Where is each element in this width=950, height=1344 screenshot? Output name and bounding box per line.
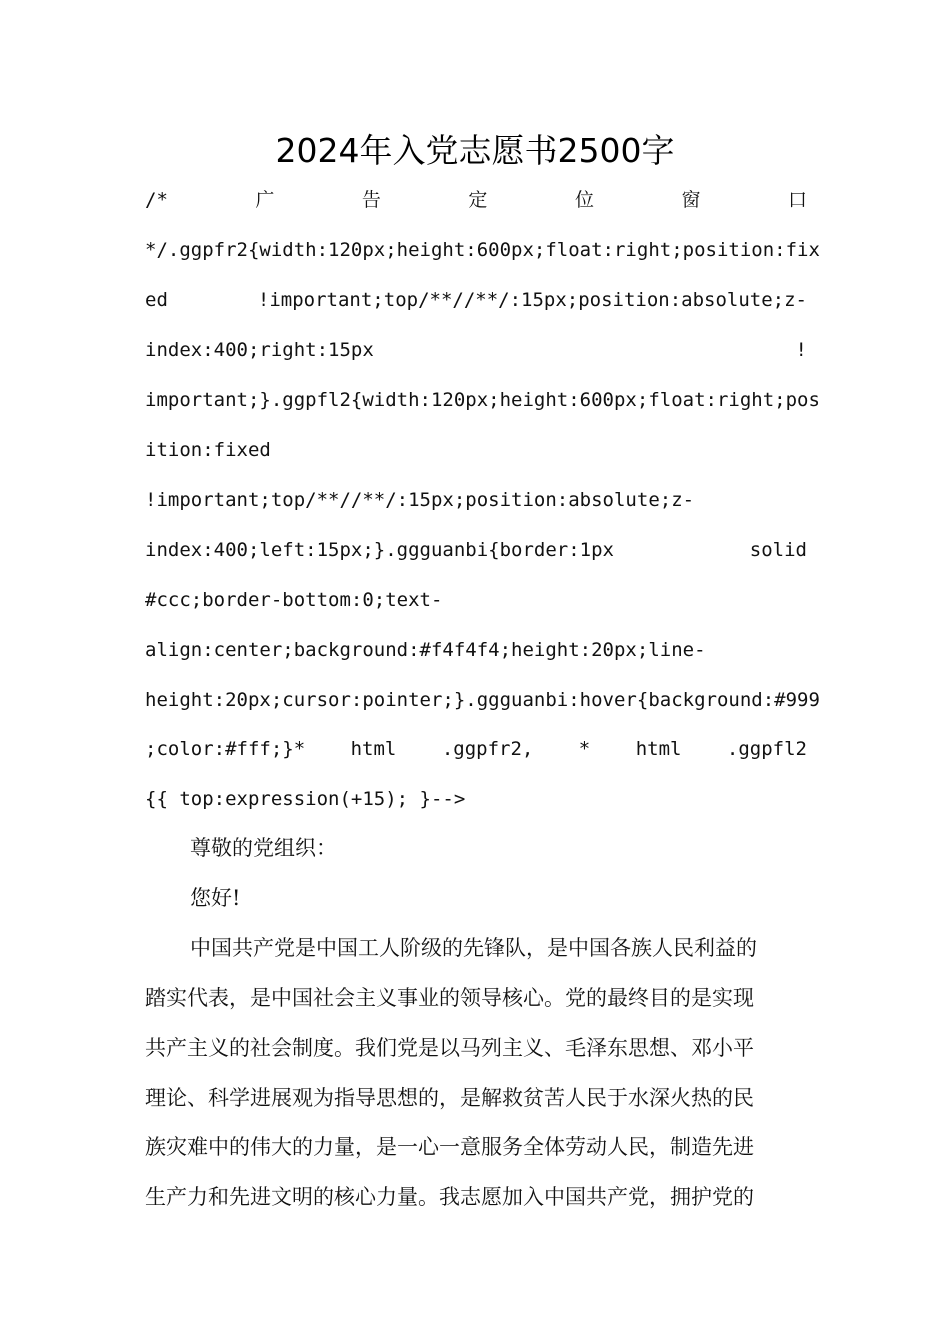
paragraph-line: 踏实代表，是中国社会主义事业的领导核心。党的最终目的是实现 bbox=[145, 986, 754, 1010]
greeting: 您好! bbox=[190, 886, 241, 910]
code-token: ! bbox=[795, 339, 807, 361]
code-line-11: height:20px;cursor:pointer;}.ggguanbi:hover{background:#999 bbox=[145, 689, 820, 711]
code-token: index:400;right:15px bbox=[145, 339, 374, 361]
paragraph-line: 理论、科学进展观为指导思想的，是解救贫苦人民于水深火热的民 bbox=[145, 1086, 754, 1110]
code-token: .ggpfr2, bbox=[441, 738, 534, 760]
code-token: html bbox=[635, 738, 682, 760]
code-token: .ggpfl2 bbox=[726, 738, 807, 760]
document-title: 2024年入党志愿书2500字 bbox=[275, 131, 675, 170]
code-token: 定 bbox=[468, 189, 488, 211]
code-token: * bbox=[578, 738, 591, 760]
code-line-3 bbox=[145, 288, 807, 312]
code-line-2: */.ggpfr2{width:120px;height:600px;float:right;position:fix bbox=[145, 239, 820, 261]
code-token: index:400;left:15px;}.ggguanbi{border:1px bbox=[145, 539, 614, 561]
code-line-10: align:center;background:#f4f4f4;height:20px;line- bbox=[145, 639, 706, 661]
code-token: 广 bbox=[255, 189, 275, 211]
code-token: 告 bbox=[361, 189, 381, 211]
code-token: solid bbox=[749, 539, 807, 561]
code-line-13: {{ top:expression(+15); }--> bbox=[145, 788, 466, 810]
salutation: 尊敬的党组织： bbox=[190, 836, 337, 860]
code-line-4 bbox=[145, 338, 807, 362]
code-token: 窗 bbox=[681, 189, 701, 211]
code-token: 口 bbox=[787, 189, 807, 211]
code-token: 位 bbox=[574, 189, 594, 211]
code-line-6: ition:fixed bbox=[145, 439, 271, 461]
paragraph-line: 生产力和先进文明的核心力量。我志愿加入中国共产党，拥护党的 bbox=[145, 1185, 754, 1209]
code-token: /* bbox=[145, 189, 168, 211]
code-line-12 bbox=[145, 737, 807, 761]
code-line-8 bbox=[145, 538, 807, 562]
code-token: html bbox=[350, 738, 397, 760]
code-line-1 bbox=[145, 188, 807, 212]
paragraph-line: 中国共产党是中国工人阶级的先锋队，是中国各族人民利益的 bbox=[190, 936, 757, 960]
code-line-9: #ccc;border-bottom:0;text- bbox=[145, 589, 443, 611]
code-token: !important;top/**//**/:15px;position:absolute;z- bbox=[257, 289, 807, 311]
paragraph-line: 共产主义的社会制度。我们党是以马列主义、毛泽东思想、邓小平 bbox=[145, 1036, 754, 1060]
paragraph-line: 族灾难中的伟大的力量，是一心一意服务全体劳动人民，制造先进 bbox=[145, 1135, 754, 1159]
code-token: ed bbox=[145, 289, 168, 311]
code-token: ;color:#fff;}* bbox=[145, 738, 306, 760]
code-line-5: important;}.ggpfl2{width:120px;height:600px;float:right;pos bbox=[145, 389, 820, 411]
code-line-7: !important;top/**//**/:15px;position:absolute;z- bbox=[145, 489, 695, 511]
